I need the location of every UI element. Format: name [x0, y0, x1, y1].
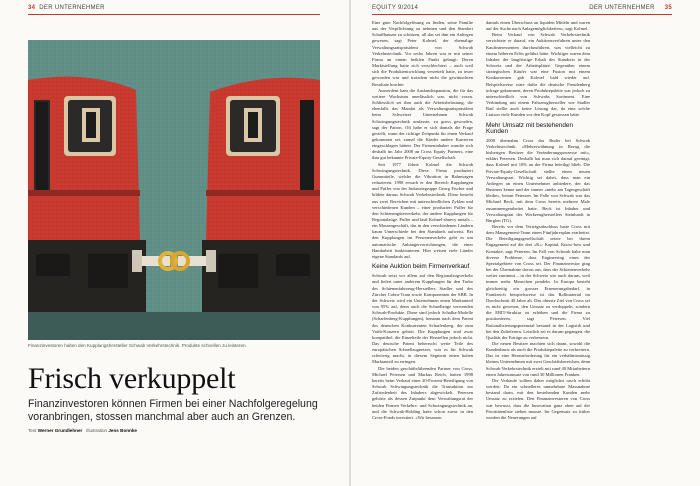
body-paragraph: Eine gute Nachfolgelösung zu finden, seine Familie aus der Verpflichtung zu nehmen und den Standort Schaffhausen zu schützen, all das sei ihm ein Anliegen gewesen, sagt Peter Kolmel, der ehemalige Verwaltungsratspräsident von Schwab Verkehrstechnik. Vor sechs Jahren war er mit seiner Firma an einem heiklen Punkt gelangt: Deren Marktstellung hatte sich verschlechtert – auch weil sich die Produktentwicklung verzettelt hatte, zu teuer geworden war und trotzdem nicht die gewünschten Resultate brachte. — [372, 20, 473, 87]
body-paragraph: Die beiden geschäftsführenden Partner von Cross, Michael Petersen und Markus Reich, hatten 1998 bereits beim Verkauf einer 20-Prozent-Beteiligung von Schwab Schwingungstechnik die Transaktion zur Zufriedenheit des Inhabers abgewickelt. Petersen gehörte als dessen Zutpunkt dem Verwaltungsrat der beiden Firmen Verkehrs- und Schwingungstechnik an, und die Schwab-Holding hatte schon zuvor in den Cross-Fonds investiert. «Wir besassen — [372, 365, 473, 420]
body-paragraph: Die Verkäufe sollten daher möglichst rasch erhöht werden. Da ein schnelleres unmehrbare Massnahme bestand darin, mit den bestehenden Kunden mehr Umsatz zu erzielen. Den Finanzinvestoren von Cross war bewusst, dass die Innovation ganz oben auf der Prioritätenliste stehen musste. Im Gegensatz zu früher wurden die Neuerungen auf — [486, 377, 590, 420]
article-headline: Frisch verkuppelt — [28, 362, 236, 395]
right-magazine-label: EQUITY 9/2014 — [372, 5, 419, 11]
article-column-2 — [486, 20, 590, 482]
right-section-label: DER UNTERNEHMER — [589, 5, 655, 11]
left-running-head — [28, 5, 105, 11]
body-paragraph: Schwab setzt vor allem auf den Regionalzugverkehr und liefert unter anderem Kupplungen für den Turbo des Schienenfahrzeug-Herstellers Stadler und des Zürcher Cobra-Tram sowie Komponenten der SBB. In der Schweiz wird ein Unternehmen einen Marktanteil von 95% auf, denn auch die Schnellzüge verwenden Schwab-Produkte. Diese sind jedoch Schalka-Modelle (Scharfenberg-Kupplungen), benannt nach dem Patent des deutschen Konkurrenten Scharfenberg, der zum Voith-Konzern gehört. Die Kupplungen sind zwar kompatibel, die Einzelteile der Herstellen jedoch nicht. Das deutsche Patent beherrscht weite Teile des europäischen Schnellzugnetzes, was es für Schwab schwierig macht, in diesem Segment einen hohen Marktanteil zu erringen. — [372, 273, 473, 365]
article-deck: Finanzinvestoren können Firmen bei einer Nachfolgeregelung voranbringen, stossen manchmal aber auch an Grenzen. — [28, 398, 318, 423]
right-train-car — [206, 78, 320, 240]
body-paragraph: Ausserdem kam die Auslandexpansion, die für das weitere Wachstum unerlässlich war, nicht voran. Schliesslich sei ihm auch die Arbeitsbelastung, die ebenfalls das Mandat als Verwaltungsratspräsident beim Schweizer Unternehmen Schwab Schwingungstechnik umfasste, zu gross geworden, sagt der Patron. Oft habe er sich damals die Frage gestellt, wann der richtige Zeitpunkt für einen Verkauf gekommen sei, zumal die Kinder andere Karrieren eingeschlagen hätten. Der Firmeninhaber wandte sich deshalb im Jahr 2008 an Cross Equity Partners, eine ihm gut bekannte Private-Equity-Gesellschaft. — [372, 87, 473, 161]
right-page-number: 35 — [664, 5, 672, 11]
body-paragraph: Beim Verkauf von Schwab Verkehrstechnik verzichtete er darauf, ein Auktionsverfahren unter den Kaufinteressenten durchzuführen, was vielleicht zu einem höheren Erlös geführt hätte. Wichtiger waren dem Inhaber der langfristige Erhalt des Standorts in der Schweiz und der Arbeitsplätze. Gegenüber einem strategischen Käufer war eine Fusion mit einem Konkurrenten gab Kolmel bald wieder auf. Beispielsweise wäre dafür die deutsche Freudenberg infrage gekommen, deren Produktepalette war jedoch zu unterschiedlich von Schwabs Sortiment. Eine Verbindung mit einem Fahrzeughersteller wie Stadler Rail stellte auch keine Lösung dar, da eine solche Liaison viele Kunden vor den Kopf gestossen hätte. — [486, 32, 590, 118]
credit-illus-label: Illustration — [86, 428, 108, 433]
body-paragraph: Seit 1977 führte Kolmel die Schwab Schwingungstechnik. Diese Firma produziert Gummiteile, welche die Vibration in Bahnwagen reduzieren. 1998 erwarb er den Bereich Kupplungen und Puffer von der Industriegruppe Georg Fischer und bildete daraus Schwab Verkehrstechnik. Diese besteht aus zwei Bereichen mit unterschiedlichen Zyklen und verschiedenen Kunden – einer produziert Puffer für den Schienengüterverkehr, der andere Kupplungen für Regionalzüge. Puffer und lastl Kohnel-shuecy metals – ein Massengeschäft, das in den verschiedenen Ländern kaum Unterschiede bei den Standards aufweist. Bei den Kupplungen im Personenverkehr geht es um automatische Anhängervorrichtungen, die einer Handarbeit funktionieren. Hier weisen viele Länder eigene Standards auf. — [372, 161, 473, 259]
train-coupling-illustration — [28, 40, 320, 340]
body-paragraph: Die neuen Besitzer machten sich daran, sowohl die Kundenbasis als auch die Produktepalette zu verbreitern. Das ist eine Herausforderung für ein verhältnismässig kleines Unternehmen mit zwei Geschäftsbereichen, denn Schwab Verkehrstechnik erzielt mit rund 40 Mitarbeitern einen Jahresumsatz von rund 30 Millionen Franken. — [486, 340, 590, 377]
credit-author: Werner Grundlehner — [37, 428, 83, 433]
subheading: Mehr Umsatz mit bestehenden Kunden — [486, 121, 574, 135]
credit-illustrator: Jens Bonnke — [108, 428, 137, 433]
body-paragraph: 2008 übernahm Cross das Ruder bei Schwab Verkehrstechnik. «Mehrerwähnung in Bezug die bisherigen Besitzer die Veränderungsprozesse mit», erklärt Petersen. Deshalb hat man sich darauf geeinigt, dass Kolmel mit 10% an der Firma beteiligt blieb. Die Private-Equity-Gesellschaft stellte einen neuen Verwaltungsrat. Wichtig sei dabei, dass man ein Anliegen an einen Unternehmer anbiedere, der das Business kenne und der immer «mehr am Tagesgeschäft bleibe», betont Petersen. Im Falle von Schwab war das Michael Beck, mit dem Cross bereits mehrere Male zusammengearbeitet hatte. Beck ist Inhaber und Verwaltungsrat des Werkzeugherstellers Steinhardt in Bürglen (TG). — [486, 137, 590, 223]
article-column-1 — [372, 20, 473, 482]
article-credit — [28, 428, 137, 433]
left-train-car — [28, 77, 140, 240]
illustration-caption: Finanzinvestoren halten den Kupplungshersteller Schwab Verkehrstechnik. Produkte schnellen zu leisteren. — [28, 343, 247, 348]
body-paragraph: Bereits vor dem Verträgsabschluss hatte Cross mit dem Management-Team einen Fünfjahresplan erarbeitet. Die Beteiligungsgesellschaft setzte bei ihrem Engagement auf die drei «K»: Kapital, Know-how und Kontakte, sagt Petersen. Im Fall von Schwab habe man diverse Probleme, dass Engineering eines der Spezialgebiete von Cross sei. Der Finanzinvestor ging bei der Übernahme davon aus, dass der Schienenverkehr weiter zunimmt – in der Schweiz wie auch darum, weil immer mehr Menschen pendeln. In Europa besteht gleichzeitig ein grosser Erneuerungsbedarf, in Frankreich beispielsweise ist das Rollmaterial im Durchschnitt 40 Jahre alt. Das oberste Ziel von Cross sei es nicht gewesen, den Umsatz zu verdoppeln, sondern die EBIT-Struktur zu erhöhen und die Firma zu positionieren, sagt Petersen. Viel Rationalisierungspotenzial bestand in der Logistik und bei den Zulieferern. Letztlich sei es darum gegangen, die Qualität der Erträge zu verbessern. — [486, 224, 590, 340]
right-running-head — [589, 5, 672, 11]
body-paragraph: damals einen Überschuss an liquiden Mitteln und waren auf der Suche nach Anlagemöglichkeiten», sagt Kolmel. — [486, 20, 590, 32]
page-gutter — [349, 0, 351, 486]
credit-text-label: Text — [28, 428, 37, 433]
left-page-number: 34 — [28, 5, 36, 11]
subheading: Keine Auktion beim Firmenverkauf — [372, 263, 470, 271]
left-header-rule — [28, 14, 320, 15]
left-section-label: DER UNTERNEHMER — [39, 5, 105, 11]
right-header-rule — [372, 14, 672, 15]
